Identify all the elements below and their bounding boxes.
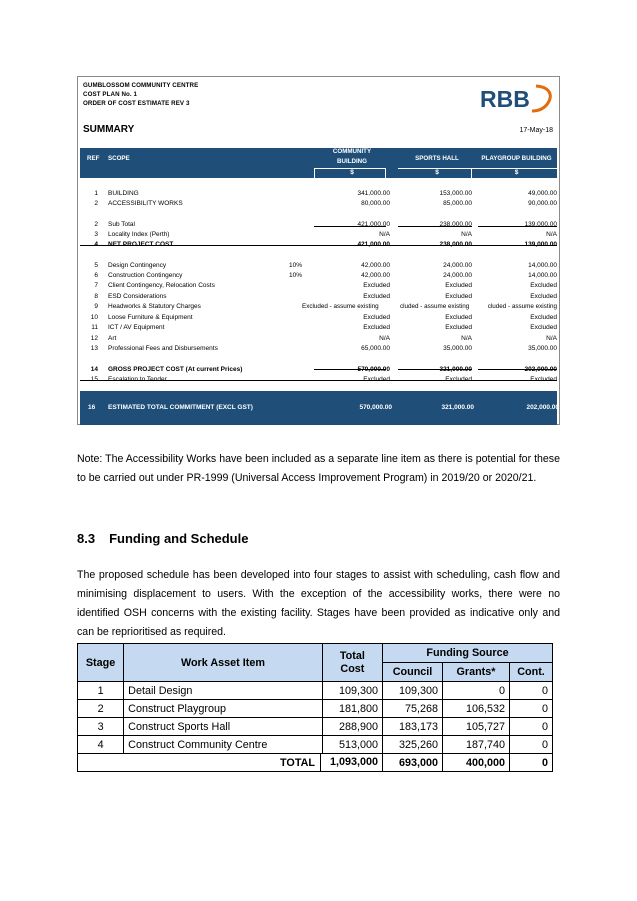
- funding-total-cost: 181,800: [322, 700, 382, 718]
- section-number: 8.3: [77, 531, 96, 546]
- cost-row-ref: 7: [94, 282, 98, 289]
- cost-row-ref: 2: [94, 200, 98, 207]
- cost-row-sports: 153,000.00: [439, 190, 472, 197]
- cost-row-playgroup: N/A: [546, 231, 557, 238]
- cost-row-ref: 6: [94, 272, 98, 279]
- cost-row-sports: Excluded: [445, 314, 472, 321]
- cost-row-scope: ESD Considerations: [108, 293, 167, 300]
- project-name: GUMBLOSSOM COMMUNITY CENTRE: [83, 82, 199, 89]
- cost-row-community: Excluded: [363, 293, 390, 300]
- funding-row: [78, 736, 553, 754]
- cost-row-playgroup: 14,000.00: [528, 262, 557, 269]
- funding-item: Detail Design: [124, 682, 323, 700]
- cost-row-sports: N/A: [461, 335, 472, 342]
- funding-item: Construct Playgroup: [124, 700, 323, 718]
- schedule-paragraph: The proposed schedule has been developed into four stages to assist with scheduling, cash flow and minimising displacement to users. With the exception of the accessibility works, there were no identified OSH concerns with the existing facility. Stages have been provided as indicative only and can be reprioritised as required.: [77, 569, 560, 638]
- funding-total-cost: 1,093,000: [320, 754, 382, 771]
- section-heading: [77, 531, 248, 546]
- funding-row: [78, 700, 553, 718]
- total-label: ESTIMATED TOTAL COMMITMENT (EXCL GST): [108, 404, 253, 411]
- cost-row-scope: Construction Contingency: [108, 272, 183, 279]
- cost-row-ref: 9: [94, 303, 98, 310]
- funding-row: [78, 718, 553, 736]
- funding-cont: 0: [510, 682, 553, 700]
- cost-row-scope: Escalation to Tender: [108, 376, 167, 383]
- header-grants: Grants*: [443, 663, 510, 682]
- cost-row-community: Excluded - assume existing: [302, 303, 379, 310]
- cost-row-scope: Professional Fees and Disbursements: [108, 345, 218, 352]
- funding-council: 75,268: [383, 700, 443, 718]
- cost-row-ref: 12: [90, 335, 98, 342]
- cost-row-community: 570,000.00: [357, 366, 390, 373]
- subtotal-rule: [314, 226, 386, 227]
- cost-row-scope: Loose Furniture & Equipment: [108, 314, 193, 321]
- gross-rule: [314, 369, 386, 370]
- cost-row-community: 42,000.00: [361, 272, 390, 279]
- cost-row-ref: 2: [94, 221, 98, 228]
- col-playgroup-currency: $: [514, 169, 519, 176]
- cost-row-community: 65,000.00: [361, 345, 390, 352]
- funding-stage: 2: [78, 700, 124, 718]
- cost-row-ref: 14: [90, 366, 98, 373]
- cost-row-scope: Art: [108, 335, 117, 342]
- total-sports: 321,000.00: [441, 404, 474, 411]
- funding-cont: 0: [510, 718, 553, 736]
- cost-row-playgroup: cluded - assume existing: [487, 303, 557, 310]
- cost-row-community: 421,000.00: [357, 221, 390, 228]
- funding-stage: 4: [78, 736, 124, 754]
- col-ref: REF: [87, 155, 100, 162]
- cost-row-community: Excluded: [363, 324, 390, 331]
- cost-row-ref: 3: [94, 231, 98, 238]
- cost-row-community: N/A: [379, 231, 390, 238]
- header-council: Council: [383, 663, 443, 682]
- estimate-revision: ORDER OF COST ESTIMATE REV 3: [83, 100, 190, 107]
- cost-row-playgroup: 35,000.00: [528, 345, 557, 352]
- cost-row-sports: 24,000.00: [443, 272, 472, 279]
- cost-row-scope: Sub Total: [108, 221, 135, 228]
- funding-stage: 3: [78, 718, 124, 736]
- cost-row-sports: Excluded: [445, 324, 472, 331]
- funding-stage: 1: [78, 682, 124, 700]
- col-sports-currency: $: [435, 169, 439, 176]
- funding-council: 183,173: [383, 718, 443, 736]
- funding-total-grants: 400,000: [443, 754, 510, 772]
- cost-row-pct: 10%: [289, 272, 303, 279]
- cost-row-ref: 4: [94, 241, 98, 248]
- funding-table: [77, 643, 553, 772]
- cost-row-playgroup: 90,000.00: [528, 200, 557, 207]
- cost-row-playgroup: N/A: [546, 335, 557, 342]
- summary-title: SUMMARY: [83, 124, 135, 135]
- cost-row-playgroup: Excluded: [530, 376, 557, 383]
- funding-total-row: [78, 754, 553, 772]
- rbb-logo: [478, 83, 554, 113]
- cost-row-scope: Locality Index (Perth): [108, 231, 170, 238]
- cost-row-community: 80,000.00: [361, 200, 390, 207]
- cost-row-scope: Design Contingency: [108, 262, 167, 269]
- cost-row-playgroup: 202,000.00: [524, 366, 557, 373]
- funding-item: Construct Community Centre: [124, 736, 323, 754]
- cost-row-scope: GROSS PROJECT COST (At current Prices): [108, 366, 243, 373]
- col-community-1: COMMUNITY: [332, 148, 372, 155]
- cost-row-community: 421,000.00: [357, 241, 390, 248]
- cost-row-ref: 15: [90, 376, 98, 383]
- cost-row-sports: 321,000.00: [439, 366, 472, 373]
- total-community: 570,000.00: [359, 404, 392, 411]
- cost-row-playgroup: Excluded: [530, 282, 557, 289]
- header-item: Work Asset Item: [124, 644, 323, 682]
- cost-row-community: Excluded: [363, 376, 390, 383]
- funding-total-cost: 109,300: [322, 682, 382, 700]
- cost-row-ref: 8: [94, 293, 98, 300]
- funding-row: [78, 682, 553, 700]
- cost-row-sports: Excluded: [445, 282, 472, 289]
- cost-row-sports: Excluded: [445, 293, 472, 300]
- cost-row-playgroup: 139,000.00: [524, 221, 557, 228]
- funding-grants: 187,740: [443, 736, 510, 754]
- cost-row-sports: 238,000.00: [439, 221, 472, 228]
- cost-row-community: Excluded: [363, 282, 390, 289]
- cost-row-playgroup: Excluded: [530, 324, 557, 331]
- cost-row-ref: 1: [94, 190, 98, 197]
- cost-row-scope: Client Contingency, Relocation Costs: [108, 282, 215, 289]
- funding-grants: 0: [443, 682, 510, 700]
- cost-row-scope: BUILDING: [108, 190, 139, 197]
- cost-row-playgroup: Excluded: [530, 293, 557, 300]
- cost-plan-summary: [77, 76, 560, 425]
- cost-row-sports: Excluded: [445, 376, 472, 383]
- cost-row-playgroup: 49,000.00: [528, 190, 557, 197]
- cost-row-ref: 13: [90, 345, 98, 352]
- funding-grants: 106,532: [443, 700, 510, 718]
- cost-row-scope: ICT / AV Equipment: [108, 324, 165, 331]
- estimate-date: 17-May-18: [519, 127, 553, 134]
- cost-row-sports: cluded - assume existing: [400, 303, 470, 310]
- col-playgroup: PLAYGROUP BUILDING: [481, 155, 552, 162]
- col-community-currency: $: [350, 169, 354, 176]
- funding-total-cont: 0: [510, 754, 553, 772]
- cost-row-community: Excluded: [363, 314, 390, 321]
- cost-row-playgroup: Excluded: [530, 314, 557, 321]
- total-ref: 16: [88, 404, 96, 411]
- cost-row-ref: 10: [90, 314, 98, 321]
- cost-row-scope: ACCESSIBILITY WORKS: [108, 200, 183, 207]
- funding-grants: 105,727: [443, 718, 510, 736]
- funding-item: Construct Sports Hall: [124, 718, 323, 736]
- cost-row-ref: 11: [91, 324, 98, 331]
- cost-row-sports: 24,000.00: [443, 262, 472, 269]
- header-stage: Stage: [78, 644, 124, 682]
- cost-row-scope: NET PROJECT COST: [108, 241, 174, 248]
- funding-total-label: TOTAL: [280, 756, 315, 769]
- total-playgroup: 202,000.00: [526, 404, 559, 411]
- funding-rows: [78, 682, 553, 754]
- cost-row-sports: 85,000.00: [443, 200, 472, 207]
- col-scope: SCOPE: [108, 155, 130, 162]
- funding-total-cost: 513,000: [322, 736, 382, 754]
- funding-total-cost: 288,900: [322, 718, 382, 736]
- col-community-2: BUILDING: [337, 158, 367, 165]
- cost-row-sports: 238,000.00: [439, 241, 472, 248]
- cost-row-ref: 5: [94, 262, 98, 269]
- cost-row-pct: 10%: [289, 262, 303, 269]
- funding-council: 109,300: [383, 682, 443, 700]
- cost-plan-number: COST PLAN No. 1: [83, 91, 138, 98]
- cost-row-community: 42,000.00: [361, 262, 390, 269]
- funding-cont: 0: [510, 736, 553, 754]
- net-cost-rule: [80, 245, 557, 246]
- logo-text: RBB: [480, 86, 530, 112]
- funding-cont: 0: [510, 700, 553, 718]
- cost-row-scope: Headworks & Statutory Charges: [108, 303, 201, 310]
- funding-total-council: 693,000: [383, 754, 443, 772]
- cost-row-sports: N/A: [461, 231, 472, 238]
- cost-row-community: N/A: [379, 335, 390, 342]
- col-sports: SPORTS HALL: [415, 155, 459, 162]
- accessibility-note: Note: The Accessibility Works have been included as a separate line item as there is potential for these to be carried out under PR-1999 (Universal Access Improvement Program) in 2019/20 or 2020/21.: [77, 453, 560, 484]
- gross-underline: [80, 380, 557, 381]
- header-total-cost: Total Cost: [322, 644, 382, 682]
- cost-row-playgroup: 14,000.00: [528, 272, 557, 279]
- logo-swoosh: [532, 86, 550, 111]
- cost-row-sports: 35,000.00: [443, 345, 472, 352]
- funding-council: 325,260: [383, 736, 443, 754]
- cost-row-playgroup: 139,000.00: [524, 241, 557, 248]
- cost-row-community: 341,000.00: [357, 190, 390, 197]
- header-cont: Cont.: [510, 663, 553, 682]
- header-funding-source: Funding Source: [383, 644, 553, 663]
- total-commitment-band: [80, 391, 557, 425]
- section-title: Funding and Schedule: [109, 531, 249, 546]
